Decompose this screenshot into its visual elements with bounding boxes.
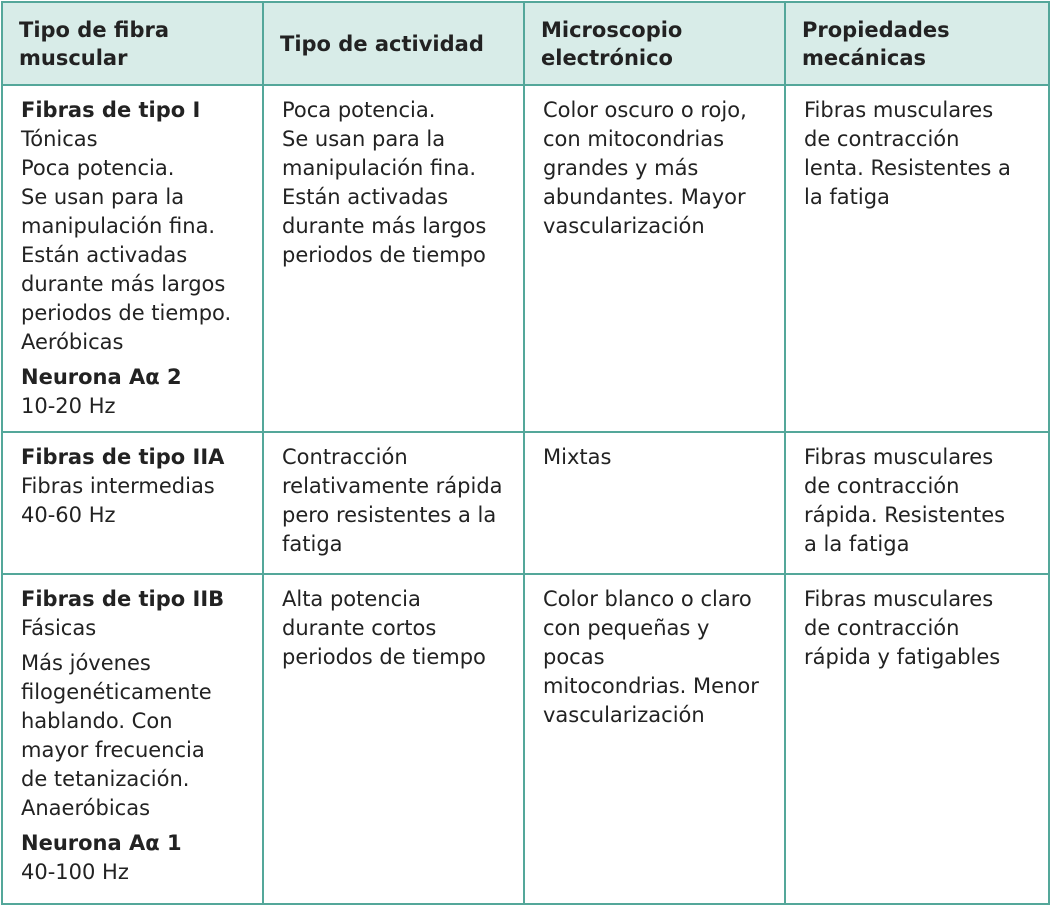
fiber-description: Fibras intermedias 40-60 Hz [21, 474, 215, 527]
fiber-neuron: Neurona Aα 2 [21, 365, 182, 389]
cell-fiber-type [2, 85, 263, 432]
fiber-description: Tónicas Poca potencia. Se usan para la manipulación fina. Están activadas durante más largos periodos de tiempo. Aeróbicas [21, 127, 232, 354]
cell-microscope: Color blanco o claro con pequeñas y pocas mitocondrias. Menor vascularización [524, 574, 785, 904]
muscle-fiber-table [1, 1, 1050, 905]
header-row [2, 2, 1049, 85]
fiber-name: Fibras de tipo IIA [21, 445, 225, 469]
header-activity-type: Tipo de actividad [263, 2, 524, 85]
fiber-name: Fibras de tipo I [21, 98, 201, 122]
cell-activity: Alta potencia durante cortos periodos de tiempo [263, 574, 524, 904]
header-fiber-type: Tipo de fibra muscular [2, 2, 263, 85]
fiber-frequency: 40-100 Hz [21, 860, 129, 884]
cell-fiber-type [2, 432, 263, 574]
table-header [2, 2, 1049, 85]
cell-microscope: Mixtas [524, 432, 785, 574]
table-body [2, 85, 1049, 904]
cell-microscope: Color oscuro o rojo, con mitocondrias grandes y más abundantes. Mayor vascularización [524, 85, 785, 432]
fiber-name: Fibras de tipo IIB [21, 587, 225, 611]
fiber-frequency: 10-20 Hz [21, 394, 116, 418]
cell-mechanical: Fibras musculares de contracción lenta. Resistentes a la fatiga [785, 85, 1049, 432]
fiber-neuron: Neurona Aα 1 [21, 831, 182, 855]
table-row [2, 432, 1049, 574]
header-electron-microscope: Microscopio electrónico [524, 2, 785, 85]
cell-activity: Poca potencia. Se usan para la manipulación fina. Están activadas durante más largos periodos de tiempo [263, 85, 524, 432]
cell-activity: Contracción relativamente rápida pero resistentes a la fatiga [263, 432, 524, 574]
table-row [2, 85, 1049, 432]
cell-mechanical: Fibras musculares de contracción rápida. Resistentes a la fatiga [785, 432, 1049, 574]
fiber-description: Fásicas [21, 616, 97, 640]
table-row [2, 574, 1049, 904]
cell-fiber-type [2, 574, 263, 904]
cell-mechanical: Fibras musculares de contracción rápida y fatigables [785, 574, 1049, 904]
fiber-description-extra: Más jóvenes filogenéticamente hablando. Con mayor frecuencia de tetanización. Anaeróbicas [21, 651, 212, 820]
header-mechanical-properties: Propiedades mecánicas [785, 2, 1049, 85]
